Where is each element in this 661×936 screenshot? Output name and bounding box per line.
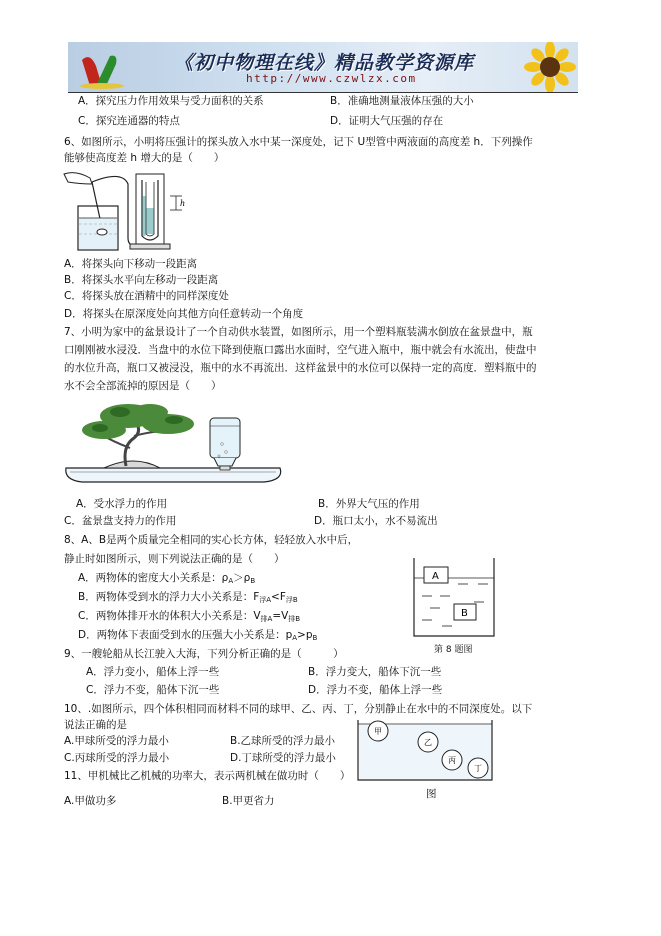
banner-title: 《初中物理在线》精品教学资源库 — [174, 52, 475, 74]
q8-fig-block-a-label: A — [432, 571, 439, 582]
q10-ball-jia-label: 甲 — [374, 727, 382, 736]
q11-option-a: A.甲做功多 — [64, 795, 117, 807]
q9-option-d: D．浮力不变，船体上浮一些 — [308, 684, 443, 696]
q10-option-c: C.丙球所受的浮力最小 — [64, 752, 170, 764]
q5-option-c: C．探究连通器的特点 — [78, 115, 180, 127]
q9-option-a: A．浮力变小，船体上浮一些 — [86, 666, 220, 678]
q6-option-d: D．将探头在原深度处向其他方向任意转动一个角度 — [64, 308, 304, 320]
q10-option-d: D.丁球所受的浮力最小 — [230, 752, 336, 764]
q5-option-d: D．证明大气压强的存在 — [330, 115, 444, 127]
q10-option-a: A.甲球所受的浮力最小 — [64, 735, 169, 747]
q7-stem-line3: 的水位升高，瓶口又被浸没，瓶中的水不再流出．这样盆景中的水位可以保持一定的高度．塑料瓶中的 — [64, 362, 537, 374]
q6-stem-line1: 6、如图所示，小明将压强计的探头放入水中某一深度处，记下 U型管中两液面的高度差 h．下列操作 — [64, 136, 533, 148]
q10-figure-caption: 图 — [426, 788, 437, 800]
q8-figure-caption: 第 8 题图 — [434, 645, 473, 655]
q11-stem: 11、甲机械比乙机械的功率大，表示两机械在做功时（ ） — [64, 770, 351, 782]
sunflower-icon — [520, 42, 578, 92]
header-banner — [68, 42, 578, 92]
q10-option-b: B.乙球所受的浮力最小 — [230, 735, 336, 747]
q10-balls-figure — [356, 718, 494, 782]
q10-stem-line2: 说法正确的是 — [64, 719, 127, 731]
q10-ball-ding-label: 丁 — [474, 764, 482, 773]
q6-stem-line2: 能够使高度差 h 增大的是（ ） — [64, 152, 225, 164]
q10-stem-line1: 10、.如图所示，四个体积相同而材料不同的球甲、乙、丙、丁，分别静止在水中的不同深度处。以下 — [64, 703, 533, 715]
q7-stem-line2: 口刚刚被水浸没．当盘中的水位下降到使瓶口露出水面时，空气进入瓶中，瓶中就会有水流出，使盘中 — [64, 344, 537, 356]
q9-stem: 9、一艘轮船从长江驶入大海，下列分析正确的是（ ） — [64, 648, 344, 660]
q8-stem-line2: 静止时如图所示，则下列说法正确的是（ ） — [64, 553, 285, 565]
q9-option-c: C．浮力不变，船体下沉一些 — [86, 684, 220, 696]
q11-option-b: B.甲更省力 — [222, 795, 275, 807]
logo-icon — [72, 46, 134, 90]
q7-option-a: A．受水浮力的作用 — [76, 498, 168, 510]
q7-option-d: D．瓶口太小，水不易流出 — [314, 515, 438, 527]
q8-option-d: D．两物体下表面受到水的压强大小关系是：$p_A>p_B$ — [78, 629, 318, 642]
q7-stem-line1: 7、小明为家中的盆景设计了一个自动供水装置，如图所示，用一个塑料瓶装满水倒放在盆景盘中，瓶 — [64, 326, 533, 338]
q6-option-b: B．将探头水平向左移动一段距离 — [64, 274, 219, 286]
q5-option-b: B．准确地测量液体压强的大小 — [330, 95, 474, 107]
banner-divider — [68, 92, 578, 93]
q8-option-b: B．两物体受到水的浮力大小关系是：$F_{浮A}<F_{浮B}$ — [78, 591, 298, 604]
q8-stem-line1: 8、A、B是两个质量完全相同的实心长方体，轻轻放入水中后， — [64, 534, 359, 546]
q8-container-figure — [412, 556, 496, 640]
q6-option-a: A．将探头向下移动一段距离 — [64, 258, 198, 270]
q8-option-c: C．两物体排开水的体积大小关系是：$V_{排A}=V_{排B}$ — [78, 610, 301, 623]
q7-option-c: C．盆景盘支持力的作用 — [64, 515, 177, 527]
q7-stem-line4: 水不会全部流掉的原因是（ ） — [64, 380, 222, 392]
q10-ball-bing-label: 丙 — [448, 756, 456, 765]
q7-option-b: B．外界大气压的作用 — [318, 498, 420, 510]
banner-url[interactable]: http://www.czwlzx.com — [246, 72, 417, 85]
q10-ball-yi-label: 乙 — [424, 738, 432, 747]
q6-pressure-gauge-figure — [62, 168, 192, 256]
q7-bonsai-figure — [64, 396, 286, 490]
q6-option-c: C．将探头放在酒精中的同样深度处 — [64, 290, 229, 302]
q9-option-b: B．浮力变大，船体下沉一些 — [308, 666, 442, 678]
q6-fig-h-label: h — [180, 199, 186, 208]
q8-fig-block-b-label: B — [461, 608, 468, 619]
q8-option-a: A．两物体的密度大小关系是：$\rho_A>\rho_B$ — [78, 572, 256, 585]
q5-option-a: A．探究压力作用效果与受力面积的关系 — [78, 95, 264, 107]
